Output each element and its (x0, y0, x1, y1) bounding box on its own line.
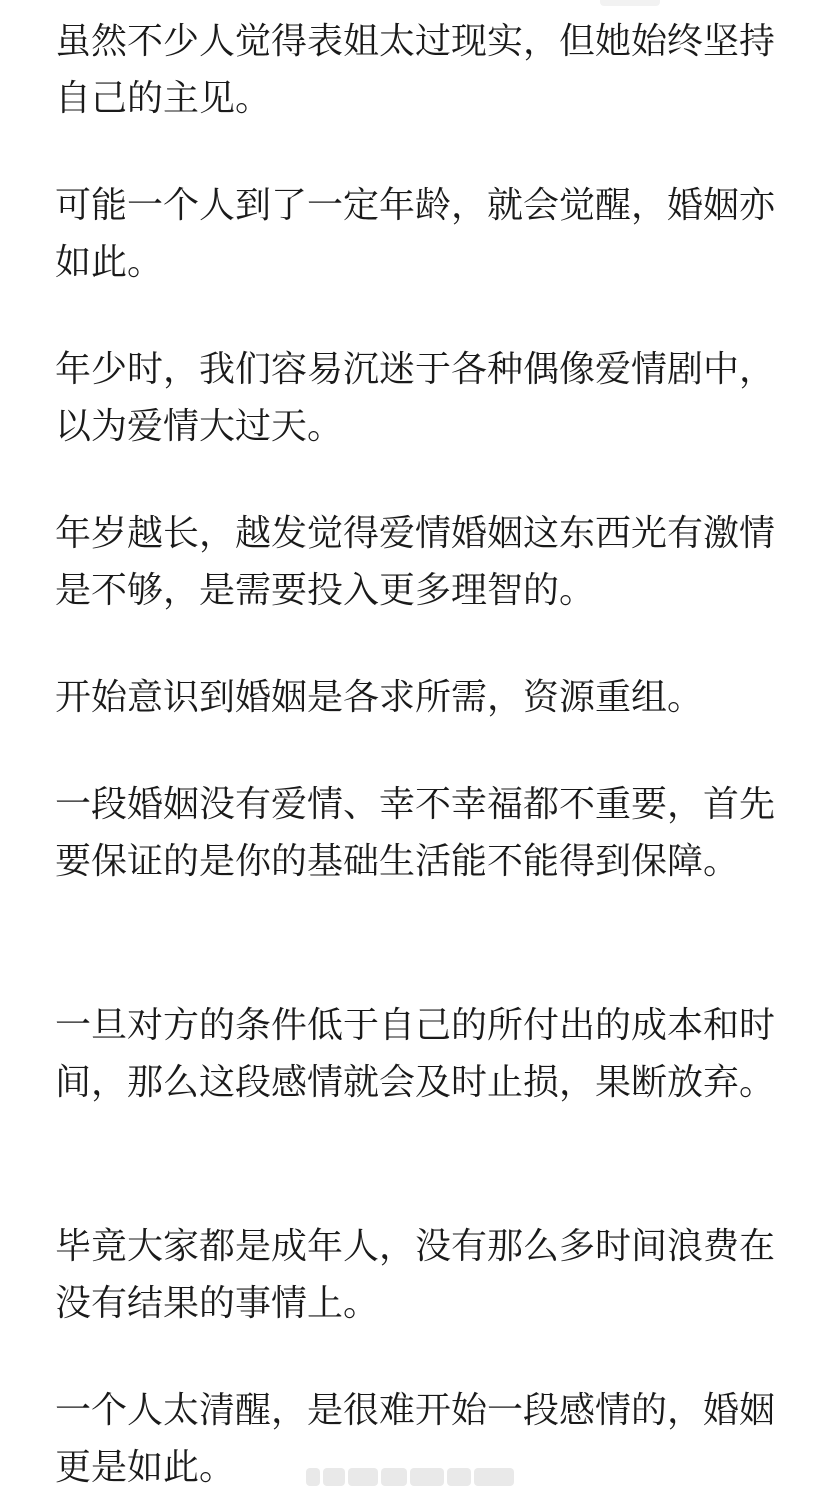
watermark-glyph (348, 1468, 378, 1486)
watermark-glyph (323, 1468, 345, 1486)
watermark-glyph (306, 1468, 320, 1486)
watermark-glyph (410, 1468, 444, 1486)
watermark-glyph (447, 1468, 471, 1486)
paragraph-6: 一段婚姻没有爱情、幸不幸福都不重要，首先要保证的是你的基础生活能不能得到保障。 (55, 784, 775, 882)
paragraph-gap (55, 619, 775, 669)
paragraph-4: 年岁越长，越发觉得爱情婚姻这东西光有激情是不够，是需要投入更多理智的。 (55, 513, 775, 611)
paragraph-5: 开始意识到婚姻是各求所需，资源重组。 (55, 677, 704, 718)
watermark-glyph (474, 1468, 514, 1486)
paragraph-gap (55, 455, 775, 505)
paragraph-gap (55, 947, 775, 997)
paragraph-7: 一旦对方的条件低于自己的所付出的成本和时间，那么这段感情就会及时止损，果断放弃。 (55, 1005, 775, 1103)
watermark-glyph (381, 1468, 407, 1486)
top-edge-shadow (600, 0, 660, 6)
paragraph-8: 毕竟大家都是成年人，没有那么多时间浪费在没有结果的事情上。 (55, 1226, 775, 1324)
paragraph-gap (55, 726, 775, 776)
paragraph-gap (55, 1332, 775, 1382)
paragraph-gap (55, 1168, 775, 1218)
paragraph-gap (55, 291, 775, 341)
article-body (55, 13, 775, 1496)
blurred-watermark (306, 1466, 518, 1488)
paragraph-9: 一个人太清醒，是很难开始一段感情的，婚姻更是如此。 (55, 1390, 775, 1488)
paragraph-gap (55, 127, 775, 177)
paragraph-1: 虽然不少人觉得表姐太过现实，但她始终坚持自己的主见。 (55, 21, 775, 119)
paragraph-3: 年少时，我们容易沉迷于各种偶像爱情剧中，以为爱情大过天。 (55, 349, 775, 447)
paragraph-2: 可能一个人到了一定年龄，就会觉醒，婚姻亦如此。 (55, 185, 775, 283)
